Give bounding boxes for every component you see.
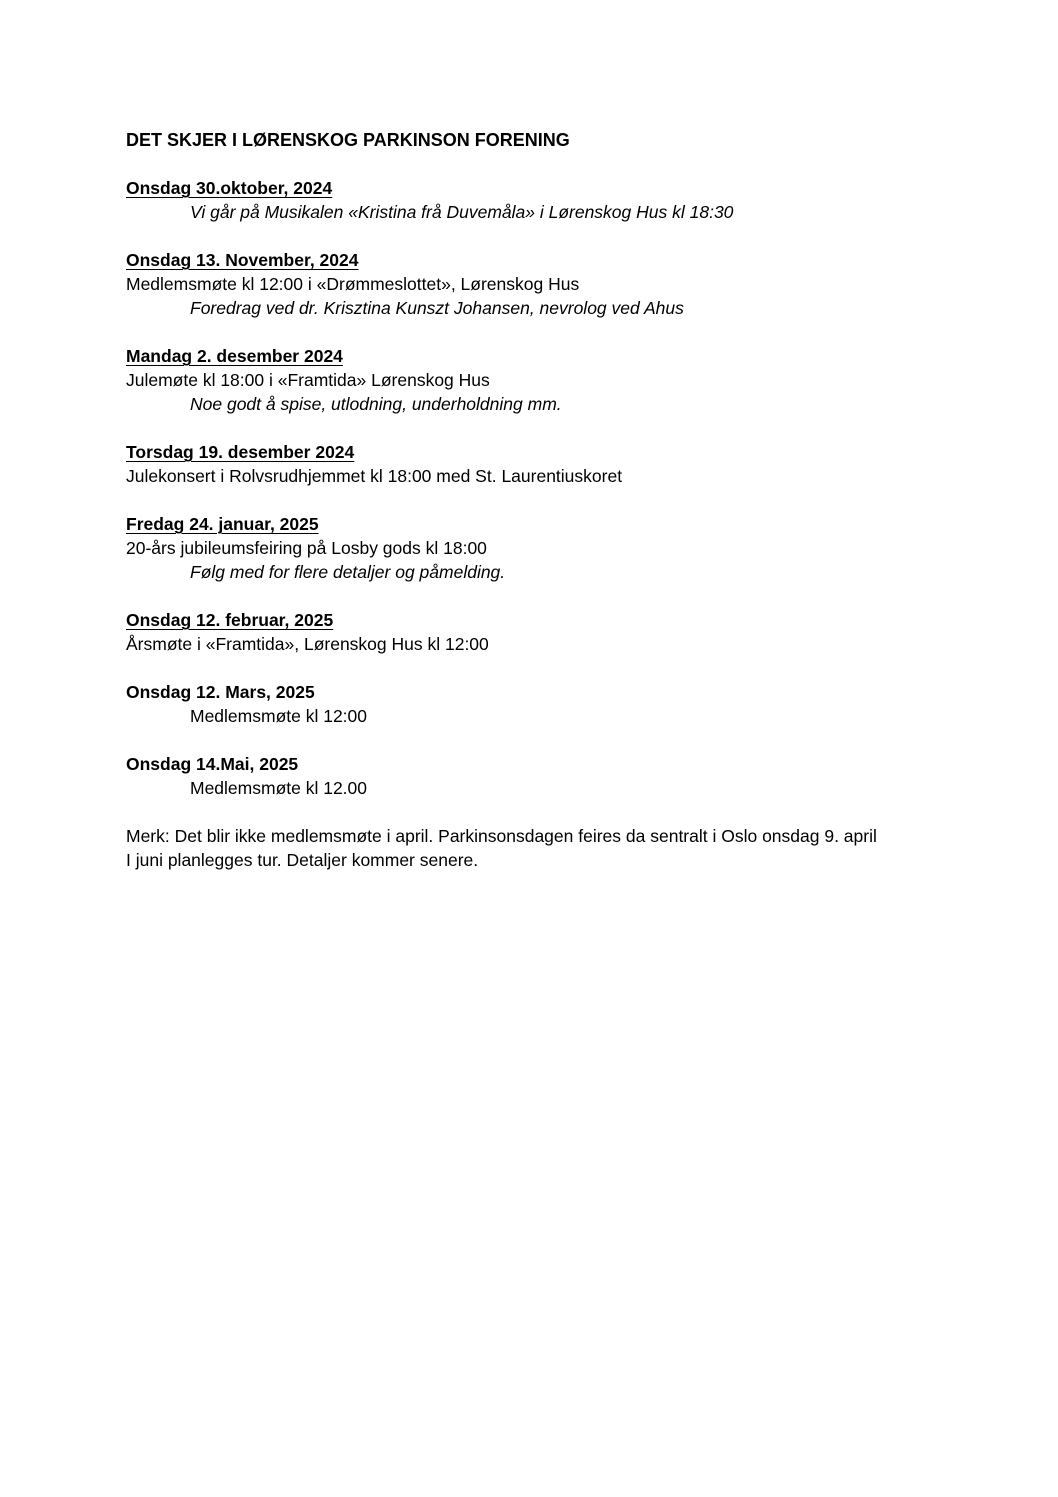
event-date: Onsdag 30.oktober, 2024 (126, 178, 333, 198)
event-item (126, 440, 986, 488)
event-description: Årsmøte i «Framtida», Lørenskog Hus kl 12:00 (126, 634, 489, 654)
event-item (126, 752, 986, 800)
event-date: Onsdag 12. Mars, 2025 (126, 682, 315, 702)
event-description: Medlemsmøte kl 12.00 (190, 778, 368, 798)
event-item (126, 248, 986, 320)
event-detail: Foredrag ved dr. Krisztina Kunszt Johansen, nevrolog ved Ahus (190, 298, 684, 318)
event-description: Medlemsmøte kl 12:00 (190, 706, 368, 726)
event-item (126, 176, 986, 224)
event-date: Fredag 24. januar, 2025 (126, 514, 319, 534)
event-description: Julemøte kl 18:00 i «Framtida» Lørenskog Hus (126, 370, 490, 390)
document-title: DET SKJER I LØRENSKOG PARKINSON FORENING (126, 130, 570, 150)
event-date: Onsdag 13. November, 2024 (126, 250, 359, 270)
event-description: Vi går på Musikalen «Kristina frå Duvemåla» i Lørenskog Hus kl 18:30 (190, 202, 734, 222)
notes-block (126, 824, 986, 872)
event-date: Torsdag 19. desember 2024 (126, 442, 355, 462)
event-date: Onsdag 14.Mai, 2025 (126, 754, 299, 774)
event-description: Julekonsert i Rolvsrudhjemmet kl 18:00 med St. Laurentiuskoret (126, 466, 623, 486)
event-item (126, 512, 986, 584)
note-line: Merk: Det blir ikke medlemsmøte i april. Parkinsonsdagen feires da sentralt i Oslo onsdag 9. april (126, 826, 877, 846)
event-date: Onsdag 12. februar, 2025 (126, 610, 334, 630)
event-description: 20-års jubileumsfeiring på Losby gods kl 18:00 (126, 538, 487, 558)
document-content (126, 128, 986, 872)
event-detail: Følg med for flere detaljer og påmelding. (190, 562, 506, 582)
event-description: Medlemsmøte kl 12:00 i «Drømmeslottet», Lørenskog Hus (126, 274, 580, 294)
note-line: I juni planlegges tur. Detaljer kommer senere. (126, 850, 479, 870)
event-item (126, 608, 986, 656)
event-item (126, 680, 986, 728)
event-detail: Noe godt å spise, utlodning, underholdning mm. (190, 394, 562, 414)
event-date: Mandag 2. desember 2024 (126, 346, 343, 366)
event-item (126, 344, 986, 416)
